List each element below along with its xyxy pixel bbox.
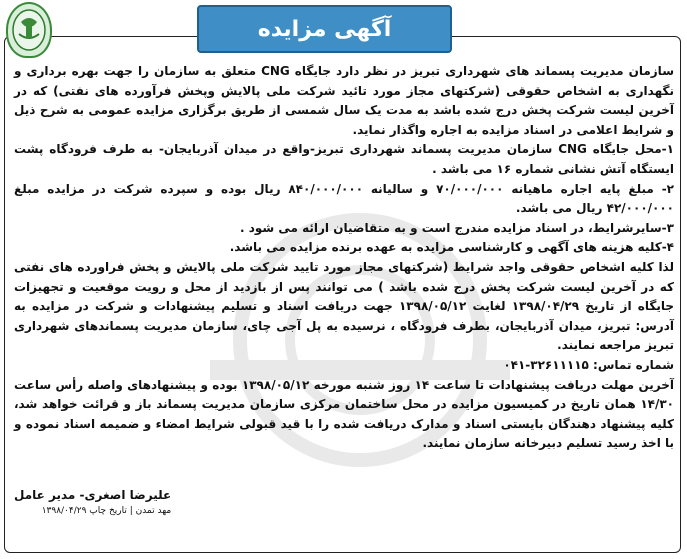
item-location: ۱-محل جایگاه CNG سازمان مدیریت پسماند شهرداری تبریز-واقع در میدان آذربایجان- به طرف فرودگاه پشت ایستگاه آتش نشانی شماره ۱۶ می باشد .: [14, 142, 674, 176]
contact-number: شماره تماس: ۳۲۶۱۱۱۱۵-۰۴۱: [503, 357, 674, 372]
municipality-logo-icon: [6, 2, 52, 58]
signatory-name: علیرضا اصغری- مدیر عامل: [14, 488, 172, 502]
item-other-conditions: ۳-سایرشرایط، در اسناد مزایده مندرج است و به متقاضیان ارائه می شود .: [239, 220, 674, 235]
announcement-body: [14, 62, 674, 454]
item-costs: ۴-کلیه هزینه های آگهی و کارشناسی مزایده به عهده برنده مزایده می باشد.: [229, 240, 674, 255]
item-base-price: ۲- مبلغ پایه اجاره ماهیانه ۷۰/۰۰۰/۰۰۰ و سالیانه ۸۴۰/۰۰۰/۰۰۰ ریال بوده و سپرده شرکت در مزایده مبلغ ۴۲/۰۰۰/۰۰۰ ریال می باشد.: [14, 181, 674, 216]
announcement-title: آگهی مزایده: [197, 5, 452, 53]
deadline-paragraph: آخرین مهلت دریافت پیشنهادات تا ساعت ۱۴ روز شنبه مورخه ۱۳۹۸/۰۵/۱۲ بوده و پیشنهادهای واصله رأس ساعت ۱۴/۳۰ همان تاریخ در کمیسیون مزایده در محل ساختمان مرکزی سازمان مدیریت پسماند باز و قرائت خواهد شد، کلیه پیشنهاد دهندگان بایستی اسناد و مدارک دریافت شده را با قید قبولی شرایط امضاء و ضمیمه اسناد نموده و با اخذ رسید تسلیم دبیرخانه سازمان نمایند.: [14, 377, 674, 451]
print-date: مهد تمدن | تاریخ چاپ ۱۳۹۸/۰۴/۲۹: [41, 506, 172, 516]
eligibility-paragraph: لذا کلیه اشخاص حقوقی واجد شرایط (شرکتهای مجاز مورد تایید شرکت ملی پالایش و پخش فراورده های نفتی که در آخرین لیست شرکت پخش درج شده باشد ) می توانند پس از بازدید از محل و رویت موقعیت و تجهیزات جایگاه از تاریخ ۱۳۹۸/۰۴/۲۹ لغایت ۱۳۹۸/۰۵/۱۲ جهت دریافت اسناد و تسلیم پیشنهادات و شرکت در مزایده به آدرس: تبریز، میدان آذربایجان، بطرف فرودگاه ، نرسیده به پل آجی چای، سازمان مدیریت پسماندهای شهرداری تبریز مراجعه نمایند.: [14, 259, 674, 353]
intro-paragraph: سازمان مدیریت پسماند های شهرداری تبریز در نظر دارد جایگاه CNG متعلق به سازمان را جهت بهره برداری و نگهداری به اشخاص حقوقی (شرکتهای مجاز مورد تائید شرکت ملی پالایش وپخش فرآورده های نفتی) که در آخرین لیست شرکت پخش درج شده باشد به مدت یک سال شمسی از طریق برگزاری مزایده عمومی به شرح ذیل و شرایط اعلامی در اسناد مزایده به اجاره واگذار نماید.: [14, 64, 674, 137]
signature-block: [14, 488, 171, 516]
